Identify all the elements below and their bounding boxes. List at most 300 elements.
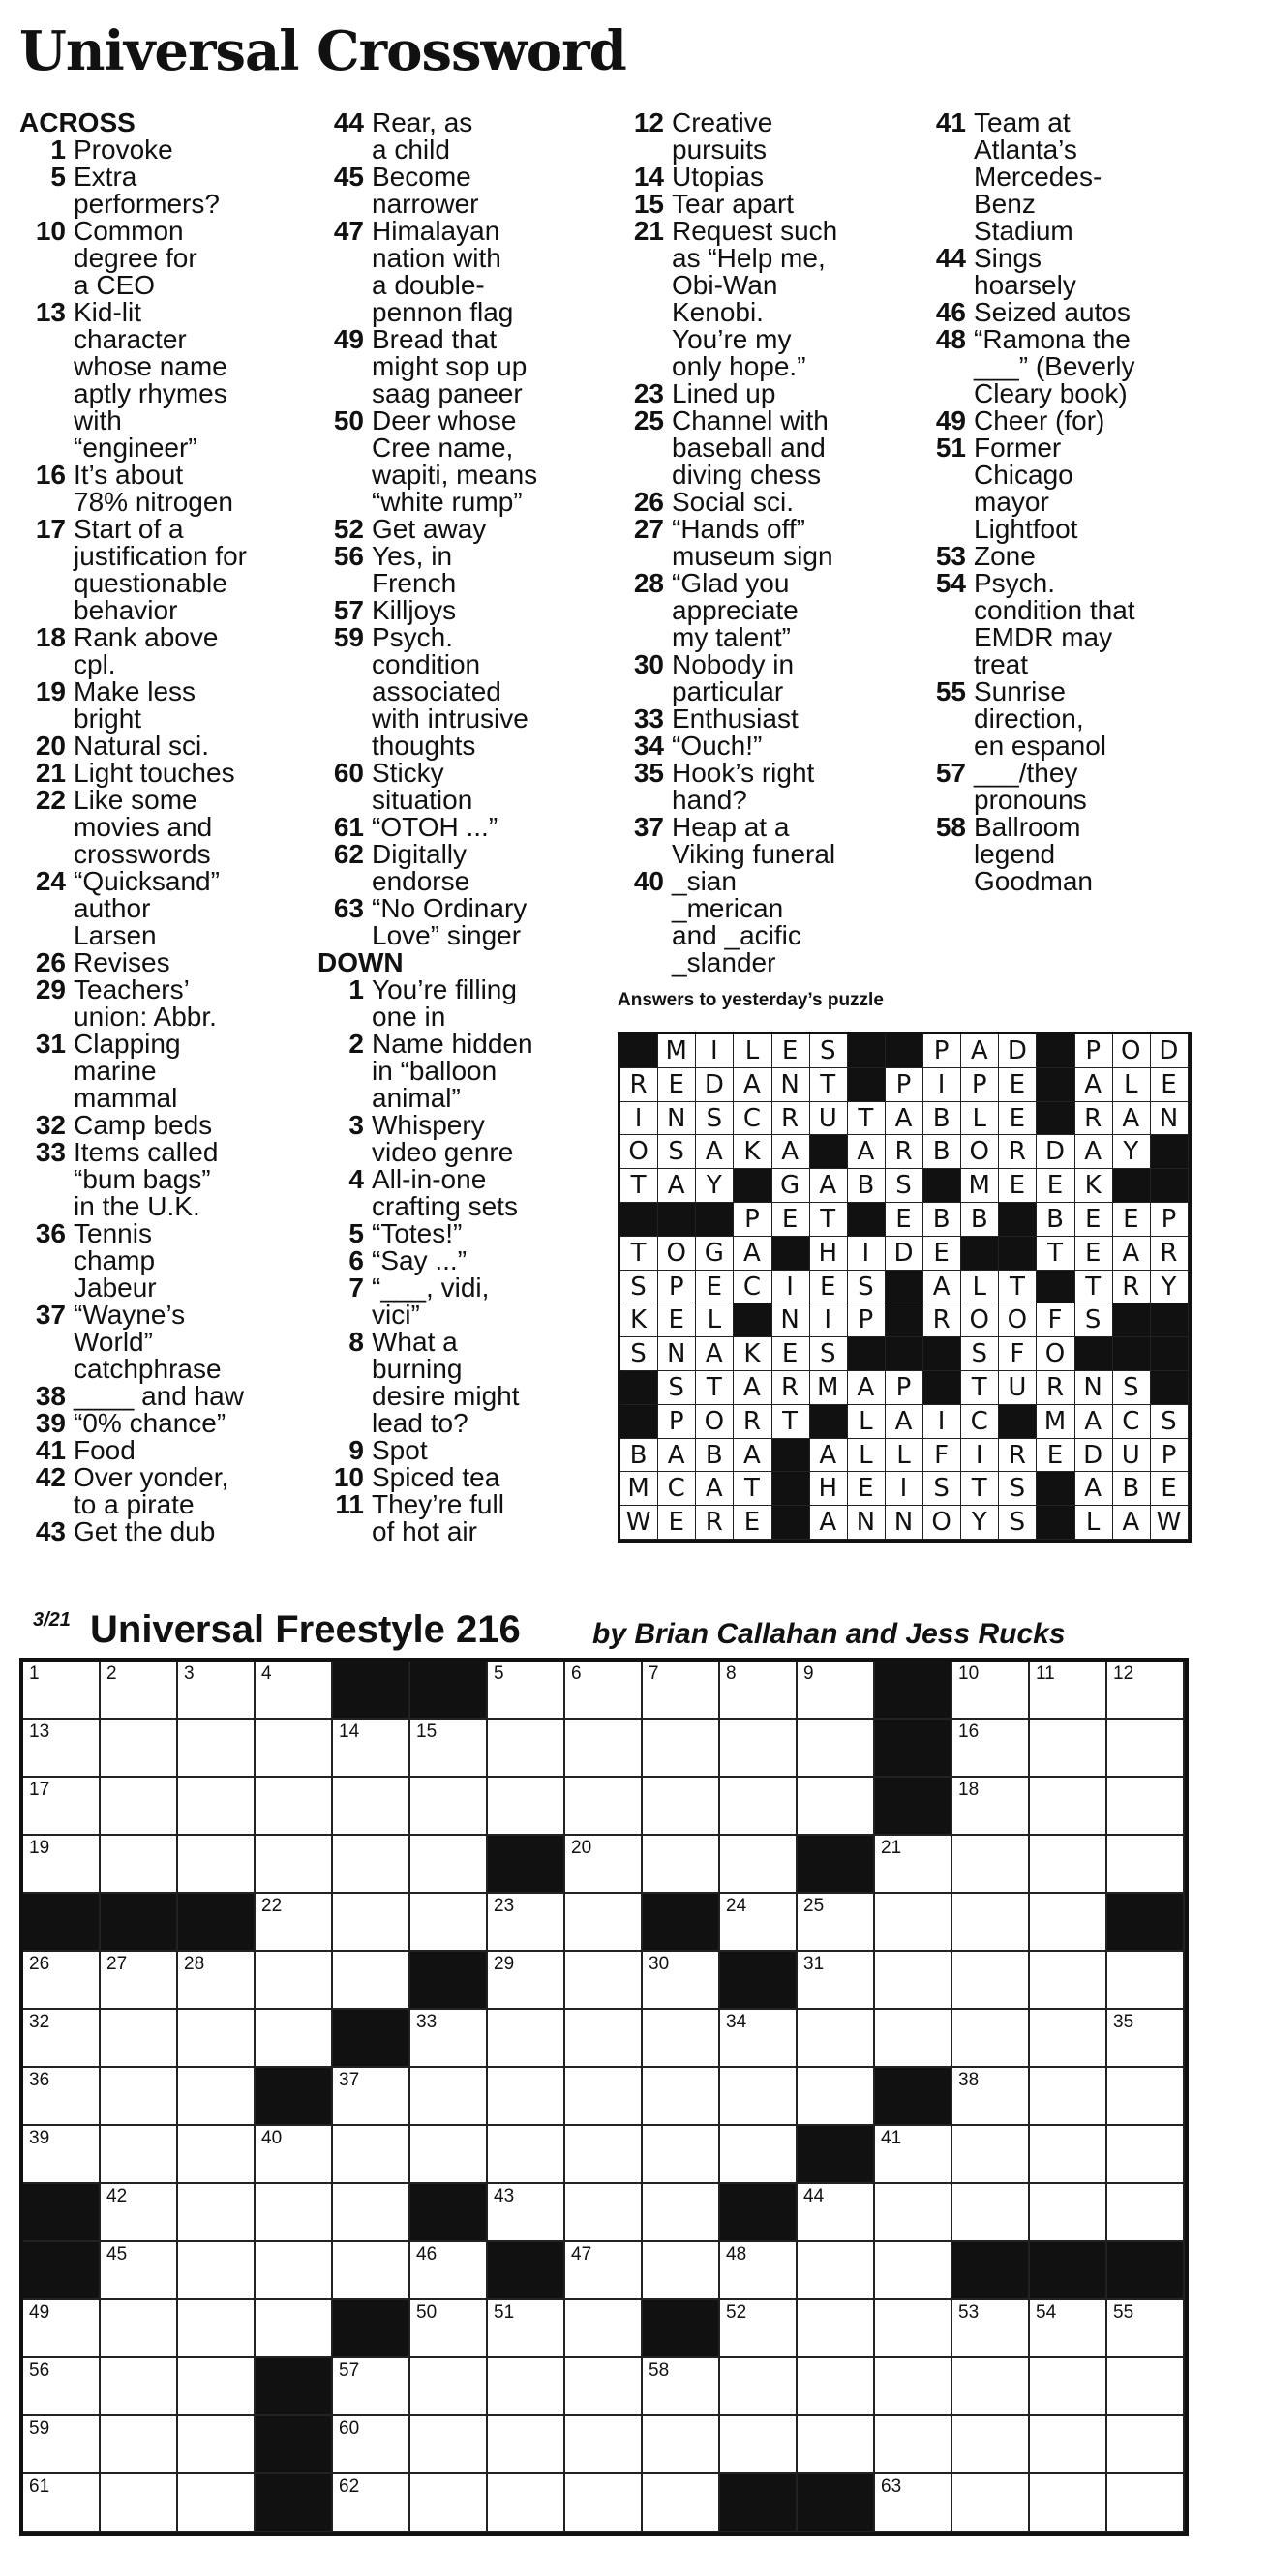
grid-cell[interactable] bbox=[488, 2068, 565, 2126]
answer-cell: E bbox=[1075, 1203, 1113, 1237]
grid-cell[interactable] bbox=[1107, 2184, 1185, 2242]
clue-item bbox=[317, 164, 608, 218]
grid-cell[interactable] bbox=[23, 1720, 101, 1778]
grid-cell[interactable] bbox=[1030, 1720, 1107, 1778]
answer-cell: K bbox=[620, 1303, 658, 1337]
answer-block bbox=[999, 1405, 1037, 1439]
grid-cell[interactable] bbox=[798, 1720, 875, 1778]
grid-cell[interactable] bbox=[256, 1952, 333, 2010]
cell-number: 48 bbox=[726, 2244, 747, 2264]
grid-cell[interactable] bbox=[565, 2010, 643, 2068]
grid-cell[interactable] bbox=[256, 2126, 333, 2184]
grid-cell[interactable] bbox=[410, 1894, 488, 1952]
grid-block bbox=[23, 1894, 101, 1952]
clue-line: “___, vidi, bbox=[372, 1273, 490, 1303]
grid-cell[interactable] bbox=[952, 1836, 1030, 1894]
grid-cell[interactable] bbox=[101, 1952, 178, 2010]
clue-number: 36 bbox=[35, 1218, 66, 1248]
grid-cell[interactable] bbox=[643, 1836, 720, 1894]
grid-cell[interactable] bbox=[333, 1778, 410, 1836]
grid-cell[interactable] bbox=[333, 2184, 410, 2242]
answer-cell: R bbox=[1075, 1102, 1113, 1136]
grid-cell[interactable] bbox=[333, 2068, 410, 2126]
grid-cell[interactable] bbox=[488, 2358, 565, 2416]
crossword-grid[interactable] bbox=[19, 1658, 1189, 2536]
clue-number: 43 bbox=[35, 1516, 66, 1546]
grid-cell[interactable] bbox=[410, 2416, 488, 2474]
clue-number: 55 bbox=[935, 676, 966, 706]
answer-cell: Y bbox=[1113, 1135, 1151, 1169]
grid-cell[interactable] bbox=[488, 2416, 565, 2474]
grid-cell[interactable] bbox=[720, 2358, 798, 2416]
grid-cell[interactable] bbox=[178, 1662, 256, 1720]
grid-cell[interactable] bbox=[1030, 2068, 1107, 2126]
grid-cell[interactable] bbox=[643, 1720, 720, 1778]
clue-number: 24 bbox=[35, 866, 66, 896]
clue-line: “No Ordinary bbox=[372, 893, 528, 923]
grid-cell[interactable] bbox=[1030, 1778, 1107, 1836]
grid-cell[interactable] bbox=[488, 1720, 565, 1778]
clue-line: Make less bbox=[74, 676, 196, 706]
grid-cell[interactable] bbox=[952, 2358, 1030, 2416]
answer-cell: F bbox=[999, 1337, 1037, 1371]
grid-cell[interactable] bbox=[256, 1720, 333, 1778]
clue-text bbox=[974, 434, 1210, 543]
grid-cell[interactable] bbox=[488, 2126, 565, 2184]
grid-cell[interactable] bbox=[1107, 1720, 1185, 1778]
grid-cell[interactable] bbox=[720, 2242, 798, 2300]
clue-text bbox=[372, 1491, 608, 1545]
grid-cell[interactable] bbox=[410, 2010, 488, 2068]
grid-cell[interactable] bbox=[952, 1662, 1030, 1720]
clue-item bbox=[317, 1464, 608, 1491]
clue-number: 63 bbox=[333, 893, 364, 923]
grid-cell[interactable] bbox=[333, 2358, 410, 2416]
grid-cell[interactable] bbox=[178, 2068, 256, 2126]
grid-cell[interactable] bbox=[565, 2358, 643, 2416]
grid-cell[interactable] bbox=[178, 1720, 256, 1778]
grid-cell[interactable] bbox=[1030, 1836, 1107, 1894]
grid-cell[interactable] bbox=[256, 1662, 333, 1720]
grid-cell[interactable] bbox=[798, 2300, 875, 2358]
clue-line: “Say ...” bbox=[372, 1245, 468, 1275]
grid-cell[interactable] bbox=[720, 2010, 798, 2068]
grid-cell[interactable] bbox=[256, 2010, 333, 2068]
answer-cell: R bbox=[772, 1371, 810, 1405]
answer-cell: F bbox=[1037, 1303, 1074, 1337]
grid-cell[interactable] bbox=[952, 2184, 1030, 2242]
clue-line: Stadium bbox=[974, 216, 1073, 246]
clue-text bbox=[74, 1464, 310, 1518]
clue-number: 18 bbox=[35, 622, 66, 652]
grid-cell[interactable] bbox=[333, 1894, 410, 1952]
grid-cell[interactable] bbox=[410, 2242, 488, 2300]
grid-cell[interactable] bbox=[565, 1778, 643, 1836]
grid-cell[interactable] bbox=[952, 1952, 1030, 2010]
grid-cell[interactable] bbox=[410, 2300, 488, 2358]
grid-cell[interactable] bbox=[178, 1778, 256, 1836]
answer-cell: T bbox=[1037, 1237, 1074, 1271]
grid-cell[interactable] bbox=[333, 2242, 410, 2300]
clue-line: Yes, in bbox=[372, 541, 453, 571]
grid-cell[interactable] bbox=[1107, 1778, 1185, 1836]
grid-cell[interactable] bbox=[101, 2300, 178, 2358]
grid-cell[interactable] bbox=[101, 2474, 178, 2532]
grid-cell[interactable] bbox=[720, 2126, 798, 2184]
clue-number: 5 bbox=[348, 1218, 364, 1248]
answer-cell: A bbox=[696, 1135, 734, 1169]
answer-cell: D bbox=[696, 1068, 734, 1102]
clue-text bbox=[372, 1031, 608, 1112]
grid-cell[interactable] bbox=[565, 2416, 643, 2474]
grid-cell[interactable] bbox=[720, 1836, 798, 1894]
clue-line: mammal bbox=[74, 1083, 178, 1113]
grid-cell[interactable] bbox=[798, 1952, 875, 2010]
grid-cell[interactable] bbox=[720, 1778, 798, 1836]
grid-cell[interactable] bbox=[178, 1952, 256, 2010]
clue-item bbox=[618, 218, 908, 380]
clue-item bbox=[618, 407, 908, 489]
grid-cell[interactable] bbox=[720, 1662, 798, 1720]
grid-cell[interactable] bbox=[1107, 1662, 1185, 1720]
clue-text bbox=[372, 1437, 608, 1464]
grid-cell[interactable] bbox=[488, 2474, 565, 2532]
clue-item bbox=[19, 1031, 310, 1112]
clue-line: 78% nitrogen bbox=[74, 487, 234, 517]
grid-cell[interactable] bbox=[1030, 2184, 1107, 2242]
grid-cell[interactable] bbox=[101, 2358, 178, 2416]
grid-cell[interactable] bbox=[23, 1952, 101, 2010]
grid-cell[interactable] bbox=[875, 2300, 952, 2358]
grid-cell[interactable] bbox=[565, 1662, 643, 1720]
answer-cell: E bbox=[772, 1203, 810, 1237]
grid-cell[interactable] bbox=[875, 2242, 952, 2300]
grid-cell[interactable] bbox=[1107, 2300, 1185, 2358]
grid-cell[interactable] bbox=[333, 1836, 410, 1894]
answer-cell: E bbox=[1151, 1472, 1189, 1506]
grid-cell[interactable] bbox=[488, 2300, 565, 2358]
answer-cell: S bbox=[961, 1337, 999, 1371]
grid-cell[interactable] bbox=[1030, 2474, 1107, 2532]
grid-cell[interactable] bbox=[565, 1894, 643, 1952]
grid-cell[interactable] bbox=[23, 2068, 101, 2126]
grid-cell[interactable] bbox=[798, 2242, 875, 2300]
grid-cell[interactable] bbox=[256, 2300, 333, 2358]
grid-cell[interactable] bbox=[1030, 2358, 1107, 2416]
grid-cell[interactable] bbox=[720, 2300, 798, 2358]
grid-cell[interactable] bbox=[178, 2010, 256, 2068]
grid-cell[interactable] bbox=[875, 2010, 952, 2068]
clue-item bbox=[19, 1437, 310, 1464]
answer-cell: O bbox=[1113, 1034, 1151, 1068]
grid-cell[interactable] bbox=[178, 2242, 256, 2300]
cell-number: 25 bbox=[803, 1896, 825, 1916]
grid-cell[interactable] bbox=[565, 2068, 643, 2126]
clue-text bbox=[974, 299, 1210, 326]
clue-number: 33 bbox=[633, 704, 664, 734]
grid-cell[interactable] bbox=[333, 1720, 410, 1778]
grid-cell[interactable] bbox=[952, 2010, 1030, 2068]
grid-cell[interactable] bbox=[178, 2358, 256, 2416]
grid-cell[interactable] bbox=[410, 2474, 488, 2532]
grid-cell[interactable] bbox=[410, 2358, 488, 2416]
grid-cell[interactable] bbox=[488, 2184, 565, 2242]
grid-cell[interactable] bbox=[488, 2010, 565, 2068]
grid-cell[interactable] bbox=[643, 1952, 720, 2010]
grid-cell[interactable] bbox=[798, 2358, 875, 2416]
grid-cell[interactable] bbox=[178, 2126, 256, 2184]
clue-number: 26 bbox=[633, 487, 664, 517]
clue-number: 49 bbox=[935, 405, 966, 435]
grid-cell[interactable] bbox=[23, 1778, 101, 1836]
grid-cell[interactable] bbox=[101, 2010, 178, 2068]
grid-cell[interactable] bbox=[23, 2126, 101, 2184]
grid-cell[interactable] bbox=[798, 2010, 875, 2068]
answer-cell: B bbox=[961, 1203, 999, 1237]
grid-cell[interactable] bbox=[643, 2010, 720, 2068]
answer-cell: N bbox=[886, 1506, 923, 1540]
grid-cell[interactable] bbox=[1107, 1952, 1185, 2010]
answer-cell: A bbox=[923, 1271, 961, 1304]
answer-block bbox=[658, 1203, 696, 1237]
clue-item bbox=[19, 1112, 310, 1139]
clue-item bbox=[317, 1247, 608, 1274]
clue-line: Common bbox=[74, 216, 184, 246]
grid-cell[interactable] bbox=[1030, 1662, 1107, 1720]
grid-cell[interactable] bbox=[23, 2010, 101, 2068]
grid-cell[interactable] bbox=[1030, 1952, 1107, 2010]
grid-cell[interactable] bbox=[875, 2358, 952, 2416]
grid-cell[interactable] bbox=[488, 1894, 565, 1952]
answer-cell: T bbox=[810, 1068, 848, 1102]
answer-cell: O bbox=[923, 1506, 961, 1540]
grid-cell[interactable] bbox=[798, 2068, 875, 2126]
clue-item bbox=[19, 733, 310, 760]
grid-cell[interactable] bbox=[952, 1894, 1030, 1952]
clue-line: mayor bbox=[974, 487, 1049, 517]
answer-cell: R bbox=[1037, 1371, 1074, 1405]
answer-cell: E bbox=[1037, 1439, 1074, 1473]
clue-number: 16 bbox=[35, 460, 66, 490]
grid-cell[interactable] bbox=[101, 2068, 178, 2126]
grid-cell[interactable] bbox=[178, 2416, 256, 2474]
answer-cell: A bbox=[1075, 1135, 1113, 1169]
grid-cell[interactable] bbox=[720, 1894, 798, 1952]
grid-cell[interactable] bbox=[1030, 1894, 1107, 1952]
clue-line: Get away bbox=[372, 514, 487, 544]
grid-cell[interactable] bbox=[410, 1778, 488, 1836]
grid-block bbox=[256, 2068, 333, 2126]
answer-cell: P bbox=[1151, 1439, 1189, 1473]
puzzle-byline: by Brian Callahan and Jess Rucks bbox=[592, 1618, 1066, 1650]
grid-cell[interactable] bbox=[875, 1952, 952, 2010]
clue-text bbox=[74, 624, 310, 678]
grid-cell[interactable] bbox=[643, 1662, 720, 1720]
grid-cell[interactable] bbox=[565, 2242, 643, 2300]
grid-cell[interactable] bbox=[1107, 2474, 1185, 2532]
grid-cell[interactable] bbox=[1107, 2126, 1185, 2184]
grid-cell[interactable] bbox=[720, 2416, 798, 2474]
answer-cell: E bbox=[886, 1203, 923, 1237]
answer-cell: E bbox=[810, 1271, 848, 1304]
grid-cell[interactable] bbox=[565, 2184, 643, 2242]
clue-number: 60 bbox=[333, 758, 364, 788]
grid-cell[interactable] bbox=[1107, 2068, 1185, 2126]
grid-cell[interactable] bbox=[643, 1778, 720, 1836]
grid-cell[interactable] bbox=[101, 1836, 178, 1894]
clue-line: my talent” bbox=[672, 622, 791, 652]
grid-cell[interactable] bbox=[23, 1662, 101, 1720]
clue-text bbox=[74, 1410, 310, 1437]
grid-cell[interactable] bbox=[23, 1836, 101, 1894]
grid-cell[interactable] bbox=[1030, 2010, 1107, 2068]
clue-text bbox=[672, 380, 908, 407]
grid-cell[interactable] bbox=[875, 1894, 952, 1952]
clue-text bbox=[372, 164, 608, 218]
clue-line: bright bbox=[74, 704, 142, 734]
clue-number: 44 bbox=[333, 107, 364, 137]
grid-cell[interactable] bbox=[798, 1894, 875, 1952]
grid-cell[interactable] bbox=[565, 1720, 643, 1778]
grid-cell[interactable] bbox=[488, 1662, 565, 1720]
grid-cell[interactable] bbox=[410, 2126, 488, 2184]
clue-line: Zone bbox=[974, 541, 1036, 571]
clue-text bbox=[74, 868, 310, 949]
grid-cell[interactable] bbox=[23, 2358, 101, 2416]
grid-cell[interactable] bbox=[565, 2300, 643, 2358]
grid-cell[interactable] bbox=[565, 1836, 643, 1894]
grid-cell[interactable] bbox=[333, 2126, 410, 2184]
grid-cell[interactable] bbox=[1030, 2416, 1107, 2474]
answer-cell: B bbox=[696, 1439, 734, 1473]
grid-cell[interactable] bbox=[720, 2068, 798, 2126]
grid-cell[interactable] bbox=[256, 1894, 333, 1952]
grid-cell[interactable] bbox=[1107, 1836, 1185, 1894]
clue-text bbox=[672, 760, 908, 814]
grid-cell[interactable] bbox=[875, 2126, 952, 2184]
grid-cell[interactable] bbox=[798, 2184, 875, 2242]
grid-cell[interactable] bbox=[720, 1720, 798, 1778]
grid-cell[interactable] bbox=[178, 2184, 256, 2242]
cell-number: 52 bbox=[726, 2302, 747, 2322]
clue-number: 41 bbox=[935, 107, 966, 137]
clue-line: Camp beds bbox=[74, 1110, 213, 1140]
grid-cell[interactable] bbox=[875, 2416, 952, 2474]
grid-cell[interactable] bbox=[1030, 2300, 1107, 2358]
answer-block bbox=[696, 1203, 734, 1237]
grid-cell[interactable] bbox=[101, 1778, 178, 1836]
grid-cell[interactable] bbox=[643, 2068, 720, 2126]
grid-cell[interactable] bbox=[875, 1836, 952, 1894]
grid-cell[interactable] bbox=[178, 2300, 256, 2358]
grid-cell[interactable] bbox=[178, 1836, 256, 1894]
grid-cell[interactable] bbox=[333, 2416, 410, 2474]
answer-block bbox=[999, 1237, 1037, 1271]
grid-cell[interactable] bbox=[101, 1662, 178, 1720]
clue-line: union: Abbr. bbox=[74, 1002, 217, 1032]
grid-cell[interactable] bbox=[23, 2300, 101, 2358]
grid-cell[interactable] bbox=[875, 2184, 952, 2242]
answer-cell: E bbox=[1037, 1169, 1074, 1203]
grid-cell[interactable] bbox=[1107, 2358, 1185, 2416]
clue-line: Psych. bbox=[974, 568, 1056, 598]
grid-cell[interactable] bbox=[643, 2126, 720, 2184]
answer-cell: L bbox=[1113, 1068, 1151, 1102]
grid-cell[interactable] bbox=[101, 2126, 178, 2184]
grid-cell[interactable] bbox=[952, 1778, 1030, 1836]
grid-cell[interactable] bbox=[101, 2242, 178, 2300]
grid-cell[interactable] bbox=[1107, 2416, 1185, 2474]
clue-text bbox=[974, 678, 1210, 760]
grid-cell[interactable] bbox=[410, 1720, 488, 1778]
grid-cell[interactable] bbox=[798, 2416, 875, 2474]
grid-cell[interactable] bbox=[333, 1952, 410, 2010]
clue-text bbox=[372, 895, 608, 949]
answer-cell: B bbox=[848, 1169, 886, 1203]
answer-cell: S bbox=[658, 1371, 696, 1405]
answer-block bbox=[1037, 1034, 1074, 1068]
clue-line: Creative bbox=[672, 107, 773, 137]
grid-cell[interactable] bbox=[1030, 2126, 1107, 2184]
grid-cell[interactable] bbox=[952, 2300, 1030, 2358]
grid-cell[interactable] bbox=[410, 1836, 488, 1894]
grid-cell[interactable] bbox=[333, 2474, 410, 2532]
grid-cell[interactable] bbox=[565, 2474, 643, 2532]
grid-cell[interactable] bbox=[952, 2126, 1030, 2184]
grid-cell[interactable] bbox=[488, 1952, 565, 2010]
cell-number: 28 bbox=[184, 1954, 205, 1974]
clue-number: 8 bbox=[348, 1327, 364, 1357]
grid-cell[interactable] bbox=[643, 2474, 720, 2532]
grid-cell[interactable] bbox=[643, 2184, 720, 2242]
grid-cell[interactable] bbox=[565, 1952, 643, 2010]
grid-cell[interactable] bbox=[1107, 2010, 1185, 2068]
grid-cell[interactable] bbox=[410, 2068, 488, 2126]
grid-cell[interactable] bbox=[952, 2068, 1030, 2126]
grid-cell[interactable] bbox=[101, 2416, 178, 2474]
cell-number: 51 bbox=[494, 2302, 515, 2322]
grid-cell[interactable] bbox=[23, 2416, 101, 2474]
grid-cell[interactable] bbox=[875, 2474, 952, 2532]
clue-text bbox=[372, 597, 608, 624]
grid-cell[interactable] bbox=[643, 2358, 720, 2416]
cell-number: 54 bbox=[1036, 2302, 1057, 2322]
answer-cell: O bbox=[999, 1303, 1037, 1337]
grid-cell[interactable] bbox=[256, 1836, 333, 1894]
grid-cell[interactable] bbox=[798, 1662, 875, 1720]
grid-cell[interactable] bbox=[101, 1720, 178, 1778]
grid-cell[interactable] bbox=[178, 2474, 256, 2532]
clue-number: 40 bbox=[633, 866, 664, 896]
grid-cell[interactable] bbox=[488, 1778, 565, 1836]
grid-cell[interactable] bbox=[101, 2184, 178, 2242]
clue-line: video genre bbox=[372, 1137, 514, 1167]
grid-cell[interactable] bbox=[256, 2184, 333, 2242]
grid-cell[interactable] bbox=[798, 1778, 875, 1836]
grid-cell[interactable] bbox=[565, 2126, 643, 2184]
grid-cell[interactable] bbox=[643, 2416, 720, 2474]
answer-block bbox=[1037, 1102, 1074, 1136]
grid-cell[interactable] bbox=[256, 2242, 333, 2300]
grid-cell[interactable] bbox=[256, 1778, 333, 1836]
clue-text bbox=[74, 949, 310, 976]
grid-cell[interactable] bbox=[952, 1720, 1030, 1778]
grid-cell[interactable] bbox=[952, 2416, 1030, 2474]
grid-cell[interactable] bbox=[643, 2242, 720, 2300]
grid-cell[interactable] bbox=[952, 2474, 1030, 2532]
cell-number: 58 bbox=[649, 2360, 670, 2381]
grid-cell[interactable] bbox=[23, 2474, 101, 2532]
